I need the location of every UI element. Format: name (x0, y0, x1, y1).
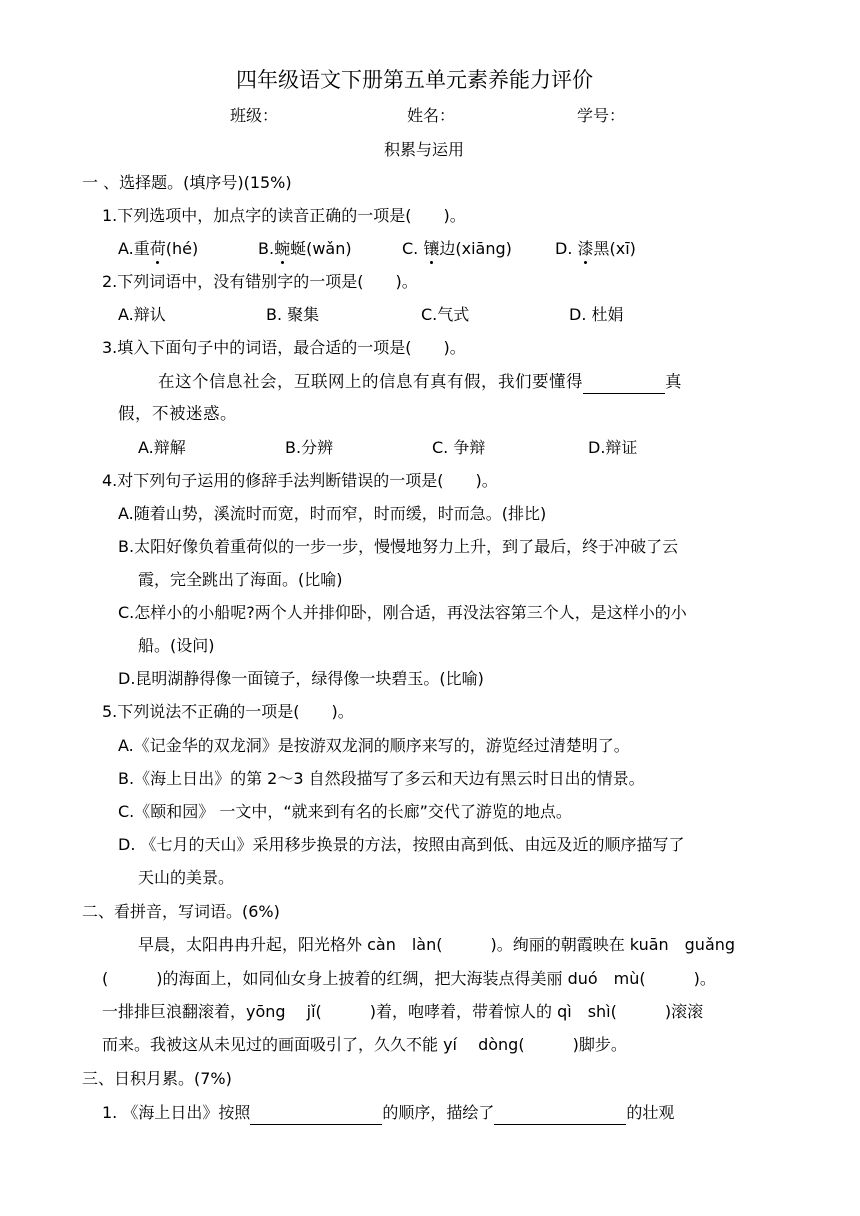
q4-option-a: A.随着山势，溪流时而宽，时而窄，时而缓，时而急。(排比) (118, 504, 547, 523)
q3-option-d: D.辩证 (588, 438, 638, 457)
name-label: 姓名： (407, 106, 456, 125)
q3-option-c: C. 争辩 (432, 438, 486, 457)
pinyin-passage-line-1: 早晨，太阳冉冉升起，阳光格外 càn làn( )。绚丽的朝霞映在 kuān guǎng (138, 935, 736, 954)
q4-option-d: D.昆明湖静得像一面镜子，绿得像一块碧玉。(比喻) (118, 669, 484, 688)
emphasis-dot-char: 镶 (423, 237, 439, 261)
q4-option-c: C.怎样小的小船呢?两个人并排仰卧，刚合适，再没法容第三个人，是这样小的小 (118, 603, 687, 622)
question-1-stem: 1.下列选项中，加点字的读音正确的一项是( )。 (102, 206, 466, 225)
q5-option-d-cont: 天山的美景。 (138, 868, 235, 887)
section-two-heading: 二、看拼音，写词语。(6%) (82, 902, 280, 921)
section-subtitle: 积累与运用 (384, 140, 465, 159)
q2-option-a: A.辩认 (118, 305, 166, 324)
pinyin-passage-line-3: 一排排巨浪翻滚着，yōng jǐ( )着，咆哮着，带着惊人的 qì shì( )滚滚 (102, 1002, 704, 1021)
question-3-sentence: 在这个信息社会，互联网上的信息有真有假，我们要懂得 真 (158, 369, 682, 394)
section-3-question-1: 1. 《海上日出》按照 的顺序，描绘了 的壮观 (102, 1100, 674, 1125)
q3-option-b: B.分辨 (285, 438, 334, 457)
q5-option-c: C.《颐和园》 一文中，“就来到有名的长廊”交代了游览的地点。 (118, 802, 572, 821)
emphasis-dot-char: 荷 (150, 237, 166, 261)
answer-blank[interactable] (494, 1100, 626, 1125)
emphasis-dot-char: 蜿 (274, 237, 290, 261)
q4-option-b: B.太阳好像负着重荷似的一步一步，慢慢地努力上升，到了最后，终于冲破了云 (118, 537, 679, 556)
q5-option-d: D. 《七月的天山》采用移步换景的方法，按照由高到低、由远及近的顺序描写了 (118, 835, 685, 854)
question-5-stem: 5.下列说法不正确的一项是( )。 (102, 702, 354, 721)
question-2-stem: 2.下列词语中，没有错别字的一项是( )。 (102, 272, 418, 291)
q2-option-c: C.气式 (421, 305, 470, 324)
q2-option-b: B. 聚集 (266, 305, 320, 324)
pinyin-passage-line-2: ( )的海面上，如同仙女身上披着的红绸，把大海装点得美丽 duó mù( )。 (102, 969, 716, 988)
q4-option-b-cont: 霞，完全跳出了海面。(比喻) (138, 570, 343, 589)
question-3-sentence-cont: 假，不被迷惑。 (118, 404, 237, 423)
student-id-label: 学号： (577, 106, 626, 125)
q1-option-d: D. 漆黑(xī) (555, 237, 636, 261)
page-title: 四年级语文下册第五单元素养能力评价 (236, 68, 593, 92)
q1-option-b: B.蜿蜒(wǎn) (258, 237, 352, 261)
section-three-heading: 三、日积月累。(7%) (82, 1069, 232, 1088)
pinyin-passage-line-4: 而来。我被这从未见过的画面吸引了，久久不能 yí dòng( )脚步。 (102, 1035, 627, 1054)
emphasis-dot-char: 漆 (578, 237, 594, 261)
q1-option-c: C. 镶边(xiāng) (402, 237, 512, 261)
question-4-stem: 4.对下列句子运用的修辞手法判断错误的一项是( )。 (102, 471, 498, 490)
answer-blank[interactable] (250, 1100, 382, 1125)
q2-option-d: D. 杜娟 (569, 305, 624, 324)
q5-option-a: A.《记金华的双龙洞》是按游双龙洞的顺序来写的，游览经过清楚明了。 (118, 736, 630, 755)
question-3-stem: 3.填入下面句子中的词语，最合适的一项是( )。 (102, 338, 466, 357)
q3-option-a: A.辩解 (138, 438, 186, 457)
q1-option-a: A.重荷(hé) (118, 237, 198, 261)
class-label: 班级： (230, 106, 279, 125)
q5-option-b: B.《海上日出》的第 2～3 自然段描写了多云和天边有黑云时日出的情景。 (118, 769, 645, 788)
section-one-heading: 一 、选择题。(填序号)(15%) (82, 173, 292, 192)
q4-option-c-cont: 船。(设问) (138, 636, 215, 655)
answer-blank[interactable] (583, 369, 665, 394)
